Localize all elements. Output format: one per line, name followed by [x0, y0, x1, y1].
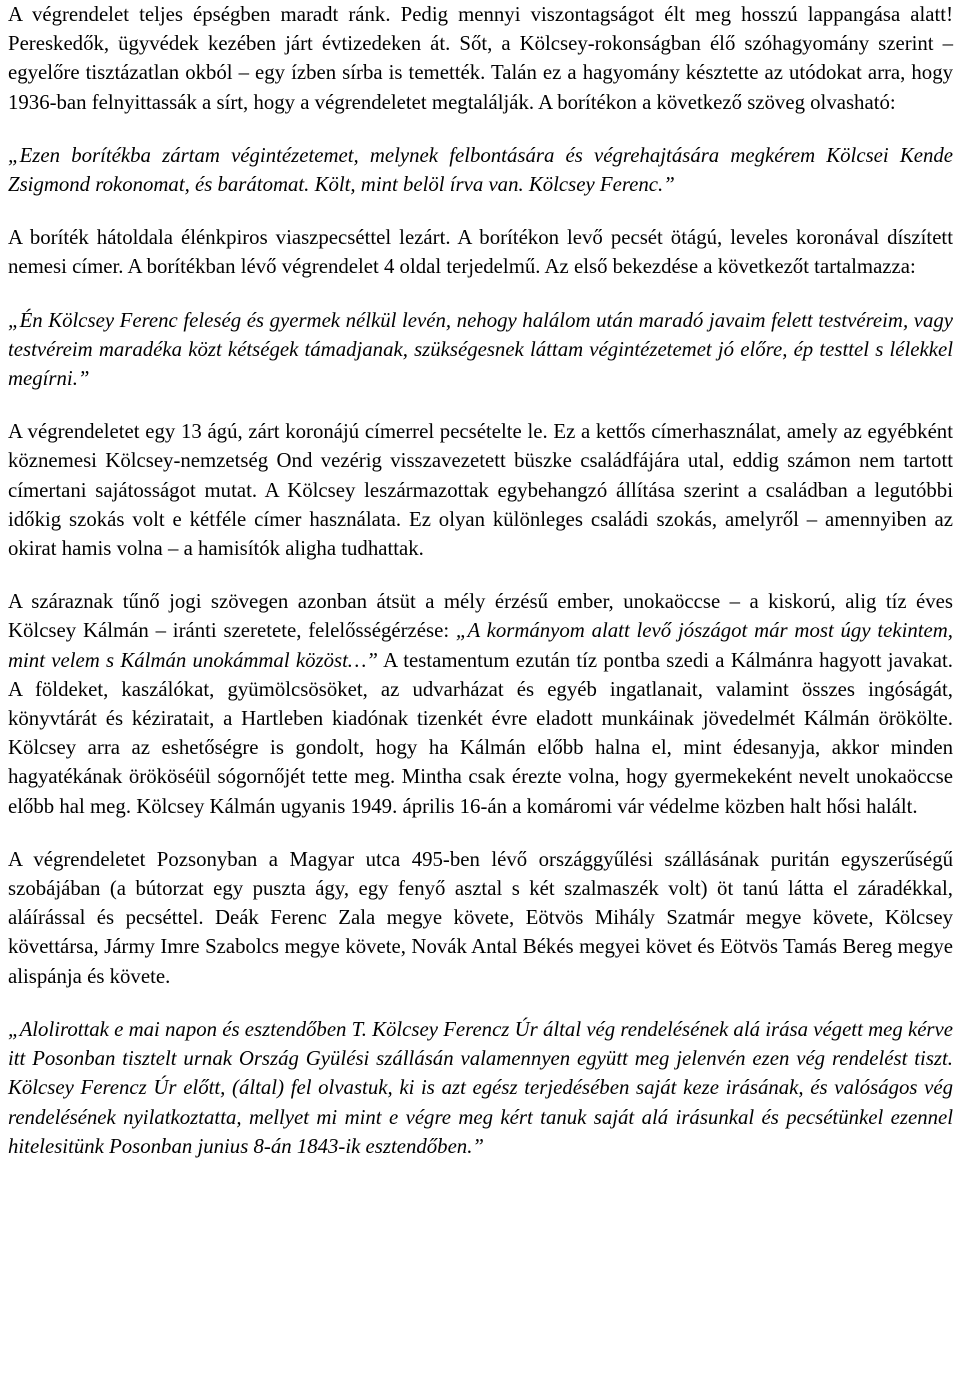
text-run: A végrendelet teljes épségben maradt ránk. Pedig mennyi viszontagságot élt meg hosszú lappangása alatt! Pereskedők, ügyvédek kezében járt évtizedeken át. Sőt, a Kölcsey-rokonságban élő szóhagyomány szerint – egyelőre tisztázatlan okból – egy ízben sírba is temették. Talán ez a hagyomány késztette az utódokat arra, hogy 1936-ban felnyittassák a sírt, hogy a végrendeletet megtalálják. A borítékon a következő szöveg olvasható: [8, 3, 953, 114]
paragraph-coat-of-arms [8, 417, 953, 563]
paragraph-witnesses [8, 845, 953, 991]
text-run: „Én Kölcsey Ferenc feleség és gyermek nélkül levén, nehogy halálom után maradó javaim felett testvéreim, vagy testvéreim maradéka közt kétségek támadjanak, szükségesnek láttam végintézetemet jó előre, ép testtel s lélekkel megírni.” [8, 308, 953, 391]
text-run: A végrendeletet egy 13 ágú, zárt koronájú címerrel pecsételte le. Ez a kettős címerhasználat, amely az egyébként köznemesi Kölcsey-nemzetség Ond vezérig visszavezetett büszke családfájára utal, eddig számon nem tartott címertani sajátosságot mutat. A Kölcsey leszármazottak egybehangzó állítása szerint a családban a legutóbbi időkig szokás volt e kétféle címer használata. Ez olyan különleges családi szokás, amelyről – amennyiben az okirat hamis volna – a hamisítók aligha tudhattak. [8, 420, 953, 561]
text-run: A boríték hátoldala élénkpiros viaszpecséttel lezárt. A borítékon levő pecsét ötágú, leveles koronával díszített nemesi címer. A borítékban lévő végrendelet 4 oldal terjedelmű. Az első bekezdése a következőt tartalmazza: [8, 226, 953, 279]
inline-quote: „A kormányom alatt levő jószágot már most úgy tekintem, mint velem s Kálmán unokámmal közöst…” [8, 619, 953, 672]
quote-envelope-inscription [8, 141, 953, 199]
text-run: „Alolirottak e mai napon és esztendőben T. Kölcsey Ferencz Úr által vég rendelésének alá irása végett meg kérve itt Posonban tisztelt urnak Ország Gyülési szállásán valamennyen együtt meg jelenvén ezen vég rendelést tiszt. Kölcsey Ferencz Úr előtt, (által) fel olvastuk, ki is azt egész terjedésében saját keze irásának, és valóságos vég rendelésének nyilatkoztatta, mellyet mi mint e végre meg kért tanuk saját alá irásunkal és pecsétünkel ezennel hitelesitünk Posonban junius 8-án 1843-ik esztendőben.” [8, 1017, 953, 1158]
quote-first-paragraph [8, 306, 953, 394]
quote-witness-clause [8, 1015, 953, 1161]
text-run: A száraznak tűnő jogi szövegen azonban átsüt a mély érzésű ember, unokaöccse – a kiskorú, alig tíz éves Kölcsey Kálmán – iránti szeretete, felelősségérzése: [8, 590, 953, 643]
paragraph-envelope-intro [8, 0, 953, 117]
text-run: A végrendeletet Pozsonyban a Magyar utca 495-ben lévő országgyűlési szállásának puritán egyszerűségű szobájában (a bútorzat egy puszta ágy, egy fenyő asztal s két szalmaszék volt) öt tanú látta el záradékkal, aláírással és pecséttel. Deák Ferenc Zala megye követe, Eötvös Mihály Szatmár megye követe, Kölcsey követtársa, Jármy Imre Szabolcs megye követe, Novák Antal Békés megyei követ és Eötvös Tamás Bereg megye alispánja és követe. [8, 847, 953, 988]
paragraph-nephew-inheritance [8, 587, 953, 821]
text-run: „Ezen borítékba zártam végintézetemet, melynek felbontására és végrehajtására megkérem Kölcsei Kende Zsigmond rokonomat, és barátomat. Költ, mint belöl írva van. Kölcsey Ferenc.” [8, 143, 953, 197]
text-run: A testamentum ezután tíz pontba szedi a Kálmánra hagyott javakat. A földeket, kaszálókat, gyümölcsösöket, az udvarházat és egyéb ingatlanait, valamint összes ingóságát, könyvtárát és kéziratait, a Hartleben kiadónak tizenkét évre eladott munkáinak jövedelmét Kálmán örökölte. Kölcsey arra az eshetőségre is gondolt, hogy ha Kálmán előbb halna el, mint édesanyja, akkor minden hagyatékának örököséül sógornőjét tette meg. Mintha csak érezte volna, hogy gyermekeként nevelt unokaöccse előbb hal meg. Kölcsey Kálmán ugyanis 1949. április 16-án a komáromi vár védelme közben halt hősi halált. [8, 648, 953, 818]
paragraph-seal-description [8, 223, 953, 281]
